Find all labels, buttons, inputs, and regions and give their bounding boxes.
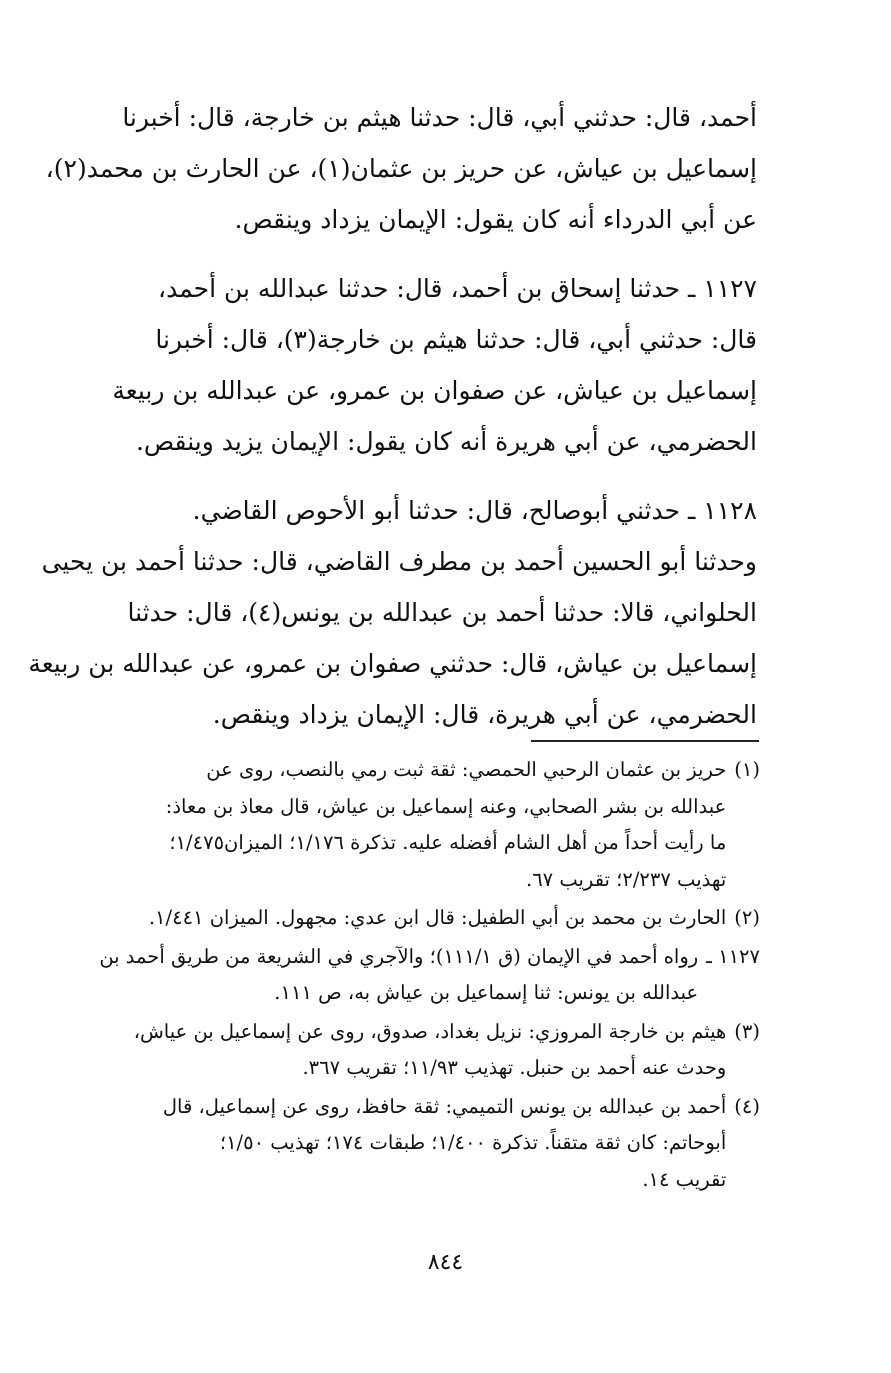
footnote-body [52, 1089, 726, 1199]
footnote-marker: (٤) [734, 1094, 760, 1118]
text-line: إسماعيل بن عياش، قال: حدثني صفوان بن عمرو، عن عبدالله بن ربيعة [28, 649, 757, 678]
footnote-marker: ١١٢٧ ـ [706, 944, 760, 968]
paragraph-continuation [45, 92, 757, 245]
paragraph-hadith-1128 [28, 485, 757, 740]
footnote-line: الحارث بن محمد بن أبي الطفيل: قال ابن عدي: مجهول. الميزان ١/٤٤١. [148, 906, 727, 929]
footnote-2 [52, 900, 760, 937]
text-line: الحضرمي، عن أبي هريرة أنه كان يقول: الإيمان يزيد وينقص. [135, 427, 757, 456]
footnote-marker: (٢) [734, 906, 760, 929]
text-line: الحلواني، قالا: حدثنا أحمد بن عبدالله بن يونس(٤)، قال: حدثنا [127, 598, 757, 627]
footnote-line: ما رأيت أحداً من أهل الشام أفضله عليه. تذكرة ١/١٧٦؛ الميزان١/٤٧٥؛ [169, 831, 727, 854]
footnote-body [52, 900, 726, 937]
footnote-marker: (٣) [734, 1019, 760, 1043]
footnote-separator [531, 740, 759, 742]
text-line: الحضرمي، عن أبي هريرة، قال: الإيمان يزداد وينقص. [212, 700, 757, 729]
text-line: ١١٢٧ ـ حدثنا إسحاق بن أحمد، قال: حدثنا عبدالله بن أحمد، [158, 274, 757, 303]
text-line: وحدثنا أبو الحسين أحمد بن مطرف القاضي، قال: حدثنا أحمد بن يحيى [41, 547, 757, 576]
footnote-line: عبدالله بن بشر الصحابي، وعنه إسماعيل بن عياش، قال معاذ بن معاذ: [165, 794, 727, 818]
text-line: إسماعيل بن عياش، عن صفوان بن عمرو، عن عبدالله بن ربيعة [112, 376, 757, 405]
footnote-3 [52, 1014, 760, 1087]
main-text [28, 92, 757, 758]
footnote-1 [52, 752, 760, 898]
footnote-line: عبدالله بن يونس: ثنا إسماعيل بن عياش به، ص ١١١. [274, 981, 699, 1004]
text-line: ١١٢٨ ـ حدثني أبوصالح، قال: حدثنا أبو الأحوص القاضي. [192, 496, 757, 525]
footnote-line: رواه أحمد في الإيمان (ق ١١١/١)؛ والآجري في الشريعة من طريق أحمد بن [99, 944, 699, 968]
footnote-4 [52, 1089, 760, 1199]
footnote-line: تقريب ١٤. [642, 1167, 727, 1191]
text-line: قال: حدثني أبي، قال: حدثنا هيثم بن خارجة(٣)، قال: أخبرنا [155, 325, 757, 354]
footnote-1127 [52, 939, 760, 1012]
footnote-line: أحمد بن عبدالله بن يونس التميمي: ثقة حافظ، روى عن إسماعيل، قال [162, 1094, 727, 1118]
footnote-body [52, 1014, 726, 1087]
text-line: أحمد، قال: حدثني أبي، قال: حدثنا هيثم بن خارجة، قال: أخبرنا [122, 103, 757, 132]
footnotes [52, 752, 760, 1200]
paragraph-hadith-1127 [52, 263, 757, 467]
footnote-body [52, 939, 698, 1012]
footnote-line: هيثم بن خارجة المروزي: نزيل بغداد، صدوق، روى عن إسماعيل بن عياش، [133, 1019, 727, 1043]
footnote-body [52, 752, 726, 898]
page-number: ٨٤٤ [427, 1250, 464, 1275]
footnote-line: أبوحاتم: كان ثقة متقناً. تذكرة ١/٤٠٠؛ طبقات ١٧٤؛ تهذيب ١/٥٠؛ [219, 1131, 727, 1154]
footnote-line: حريز بن عثمان الرحبي الحمصي: ثقة ثبت رمي بالنصب، روى عن [206, 758, 727, 781]
text-line: عن أبي الدرداء أنه كان يقول: الإيمان يزداد وينقص. [234, 205, 757, 234]
text-line: إسماعيل بن عياش، عن حريز بن عثمان(١)، عن الحارث بن محمد(٢)، [45, 154, 757, 183]
footnote-marker: (١) [734, 758, 760, 781]
footnote-line: تهذيب ٢/٢٣٧؛ تقريب ٦٧. [526, 867, 727, 891]
footnote-line: وحدث عنه أحمد بن حنبل. تهذيب ١١/٩٣؛ تقريب ٣٦٧. [302, 1056, 727, 1079]
